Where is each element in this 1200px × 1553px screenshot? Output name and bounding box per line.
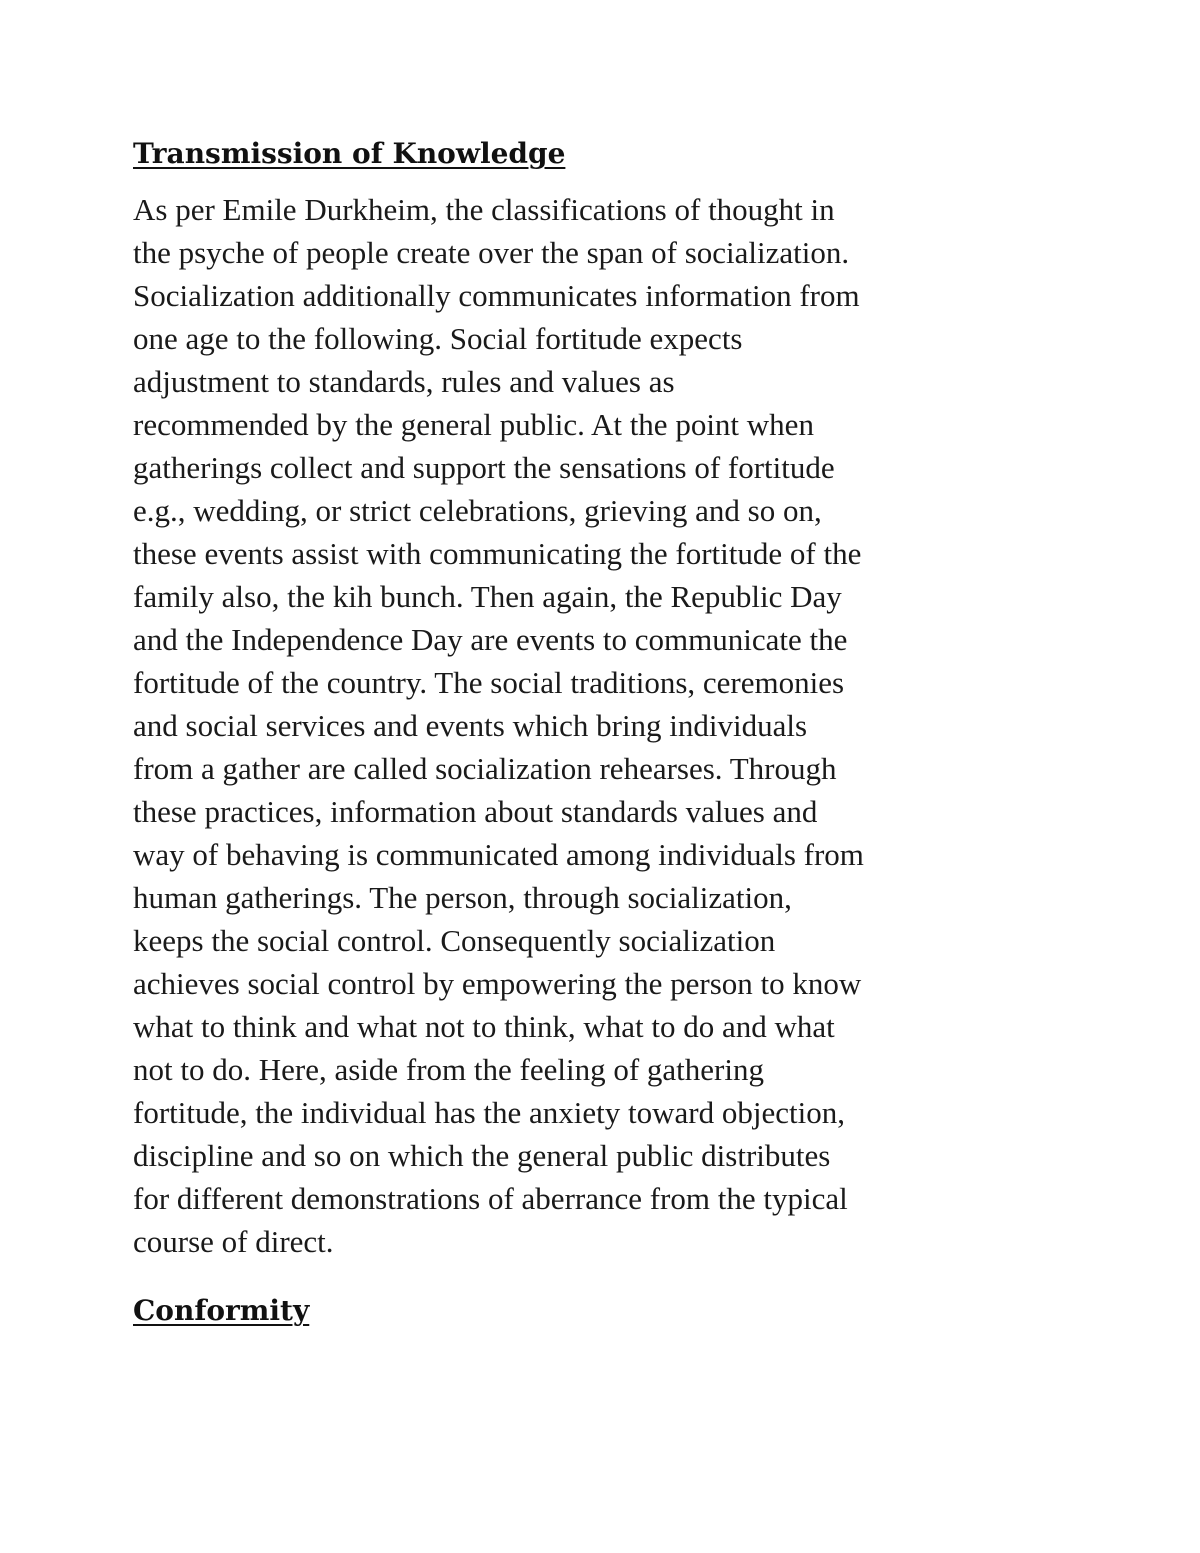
paragraph-line: fortitude of the country. The social traditions, ceremonies: [133, 665, 845, 700]
paragraph-line: adjustment to standards, rules and values as: [133, 364, 675, 399]
paragraph-line: recommended by the general public. At the point when: [133, 407, 814, 442]
paragraph-line: from a gather are called socialization rehearses. Through: [133, 751, 837, 786]
paragraph-line: these events assist with communicating the fortitude of the: [133, 536, 862, 571]
body-paragraph: [133, 188, 993, 1263]
paragraph-line: not to do. Here, aside from the feeling of gathering: [133, 1052, 764, 1087]
section-heading-transmission-of-knowledge: Transmission of Knowledge: [133, 137, 566, 170]
paragraph-line: way of behaving is communicated among individuals from: [133, 837, 864, 872]
paragraph-line: e.g., wedding, or strict celebrations, grieving and so on,: [133, 493, 822, 528]
document-content: [133, 134, 993, 1331]
paragraph-line: course of direct.: [133, 1224, 334, 1259]
paragraph-line: discipline and so on which the general public distributes: [133, 1138, 831, 1173]
paragraph-line: for different demonstrations of aberrance from the typical: [133, 1181, 848, 1216]
paragraph-line: what to think and what not to think, what to do and what: [133, 1009, 835, 1044]
paragraph-line: family also, the kih bunch. Then again, the Republic Day: [133, 579, 842, 614]
paragraph-line: the psyche of people create over the span of socialization.: [133, 235, 850, 270]
paragraph-line: keeps the social control. Consequently socialization: [133, 923, 776, 958]
paragraph-line: human gatherings. The person, through socialization,: [133, 880, 792, 915]
paragraph-line: As per Emile Durkheim, the classifications of thought in: [133, 192, 835, 227]
paragraph-line: one age to the following. Social fortitude expects: [133, 321, 743, 356]
paragraph-line: achieves social control by empowering the person to know: [133, 966, 862, 1001]
paragraph-line: these practices, information about standards values and: [133, 794, 818, 829]
paragraph-line: Socialization additionally communicates information from: [133, 278, 860, 313]
paragraph-line: and social services and events which bring individuals: [133, 708, 808, 743]
paragraph-line: fortitude, the individual has the anxiety toward objection,: [133, 1095, 845, 1130]
paragraph-line: gatherings collect and support the sensations of fortitude: [133, 450, 835, 485]
section-heading-conformity: Conformity: [133, 1294, 310, 1327]
paragraph-line: and the Independence Day are events to communicate the: [133, 622, 848, 657]
